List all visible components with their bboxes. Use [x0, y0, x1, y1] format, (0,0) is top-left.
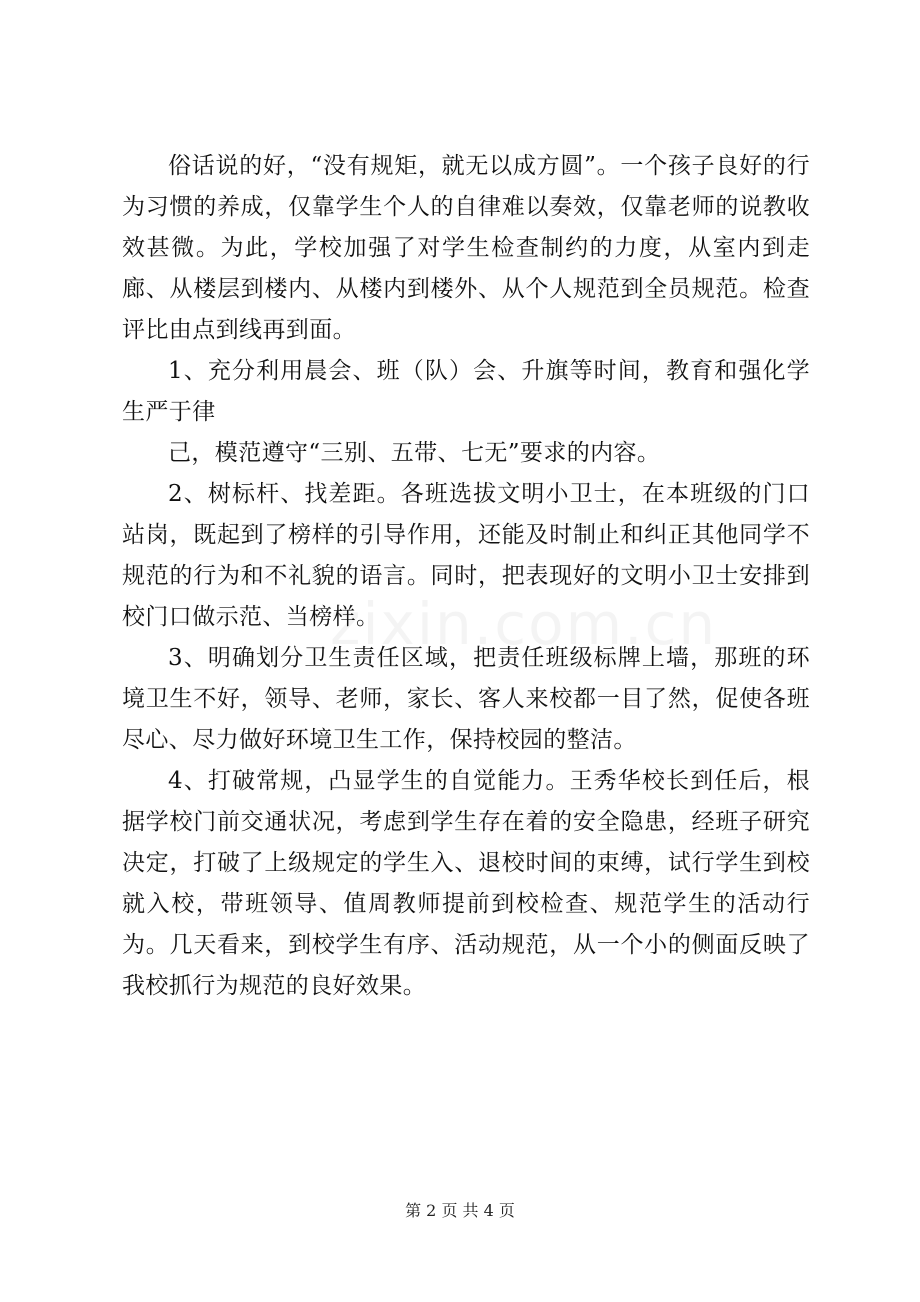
paragraph-item-3: 3、明确划分卫生责任区域，把责任班级标牌上墙，那班的环境卫生不好，领导、老师，家长、客人来校都一目了然，促使各班尽心、尽力做好环境卫生工作，保持校园的整洁。	[122, 645, 810, 753]
paragraph-item-4: 4、打破常规，凸显学生的自觉能力。王秀华校长到任后，根据学校门前交通状况，考虑到学生存在着的安全隐患，经班子研究决定，打破了上级规定的学生入、退校时间的束缚，试行学生到校就入校，带班领导、值周教师提前到校检查、规范学生的活动行为。几天看来，到校学生有序、活动规范，从一个小的侧面反映了我校抓行为规范的良好效果。	[122, 768, 810, 999]
page-number-footer: 第 2 页 共 4 页	[405, 1201, 515, 1220]
document-body	[122, 146, 810, 1007]
paragraph-item-2: 2、树标杆、找差距。各班选拔文明小卫士，在本班级的门口站岗，既起到了榜样的引导作用，还能及时制止和纠正其他同学不规范的行为和不礼貌的语言。同时，把表现好的文明小卫士安排到校门口做示范、当榜样。	[122, 481, 810, 630]
paragraph-item-1: 1、充分利用晨会、班（队）会、升旗等时间，教育和强化学生严于律	[122, 358, 810, 425]
paragraph-item-1-continued: 己，模范遵守“三别、五带、七无”要求的内容。	[168, 440, 661, 466]
paragraph-intro: 俗话说的好，“没有规矩，就无以成方圆”。一个孩子良好的行为习惯的养成，仅靠学生个人的自律难以奏效，仅靠老师的说教收效甚微。为此，学校加强了对学生检查制约的力度，从室内到走廊、从楼层到楼内、从楼内到楼外、从个人规范到全员规范。检查评比由点到线再到面。	[122, 153, 810, 343]
